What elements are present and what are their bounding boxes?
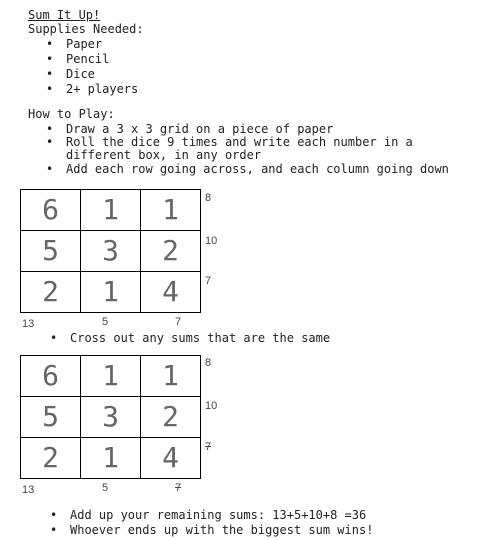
row-sum: 8 [205, 192, 212, 204]
grid-cell: 2 [141, 397, 201, 438]
grid-row [21, 438, 201, 479]
supplies-heading: Supplies Needed: [28, 22, 144, 36]
col-sum: 7 [175, 316, 182, 328]
grid-row [21, 231, 201, 272]
grid-cell: 2 [141, 231, 201, 272]
final-list [32, 508, 482, 538]
grid-cell: 5 [21, 397, 81, 438]
bullet-icon: • [50, 331, 58, 345]
grid-row [21, 397, 201, 438]
list-item: • Add up your remaining sums: 13+5+10+8 =36 [50, 508, 367, 522]
bullet-icon: • [46, 37, 54, 51]
list-item: • Dice [46, 67, 95, 81]
grid-cell: 5 [21, 231, 81, 272]
col-sum-crossed-out: 7 [175, 482, 182, 494]
example-grid [20, 189, 201, 313]
col-sum: 13 [22, 484, 35, 496]
bullet-icon: • [50, 523, 58, 537]
list-item: • 2+ players [46, 82, 139, 96]
col-sum: 13 [22, 318, 35, 330]
grid-cell: 1 [81, 356, 141, 397]
row-sum: 8 [205, 357, 212, 369]
grid-cell: 6 [21, 356, 81, 397]
bullet-icon: • [46, 52, 54, 66]
bullet-icon: • [50, 508, 58, 522]
grid-cell: 1 [81, 272, 141, 313]
grid-cell: 4 [141, 272, 201, 313]
list-item: • Add each row going across, and each column going down [46, 162, 449, 176]
list-item: • Pencil [46, 52, 110, 66]
list-item: • Whoever ends up with the biggest sum wins! [50, 523, 374, 537]
bullet-icon: • [46, 162, 54, 176]
col-sum: 5 [102, 482, 109, 494]
grid-cell: 1 [81, 190, 141, 231]
grid-cell: 1 [81, 438, 141, 479]
howto-list [28, 122, 480, 176]
list-item: • Roll the dice 9 times and write each number in a different box, in any order [46, 135, 413, 162]
grid-cell: 4 [141, 438, 201, 479]
bullet-icon: • [46, 122, 54, 136]
grid-cell: 2 [21, 272, 81, 313]
grid-cell: 1 [141, 190, 201, 231]
list-item: • Cross out any sums that are the same [50, 331, 331, 345]
grid-row [21, 356, 201, 397]
row-sum: 10 [205, 400, 218, 412]
grid-row [21, 190, 201, 231]
grid-cell: 1 [141, 356, 201, 397]
row-sum-crossed-out: 7 [205, 441, 212, 453]
row-sum: 7 [205, 275, 212, 287]
bullet-icon: • [46, 82, 54, 96]
example-grid-crossed [20, 355, 201, 479]
grid-cell: 6 [21, 190, 81, 231]
crossout-list [32, 331, 472, 346]
row-sum: 10 [205, 235, 218, 247]
bullet-icon: • [46, 135, 54, 149]
bullet-icon: • [46, 67, 54, 81]
grid-cell: 3 [81, 397, 141, 438]
col-sum: 5 [102, 316, 109, 328]
list-item: • Paper [46, 37, 103, 51]
grid-cell: 3 [81, 231, 141, 272]
grid-row [21, 272, 201, 313]
grid-cell: 2 [21, 438, 81, 479]
list-item: • Draw a 3 x 3 grid on a piece of paper [46, 122, 334, 136]
supplies-list [28, 37, 468, 97]
page-title: Sum It Up! [28, 8, 101, 22]
howto-heading: How to Play: [28, 107, 115, 121]
